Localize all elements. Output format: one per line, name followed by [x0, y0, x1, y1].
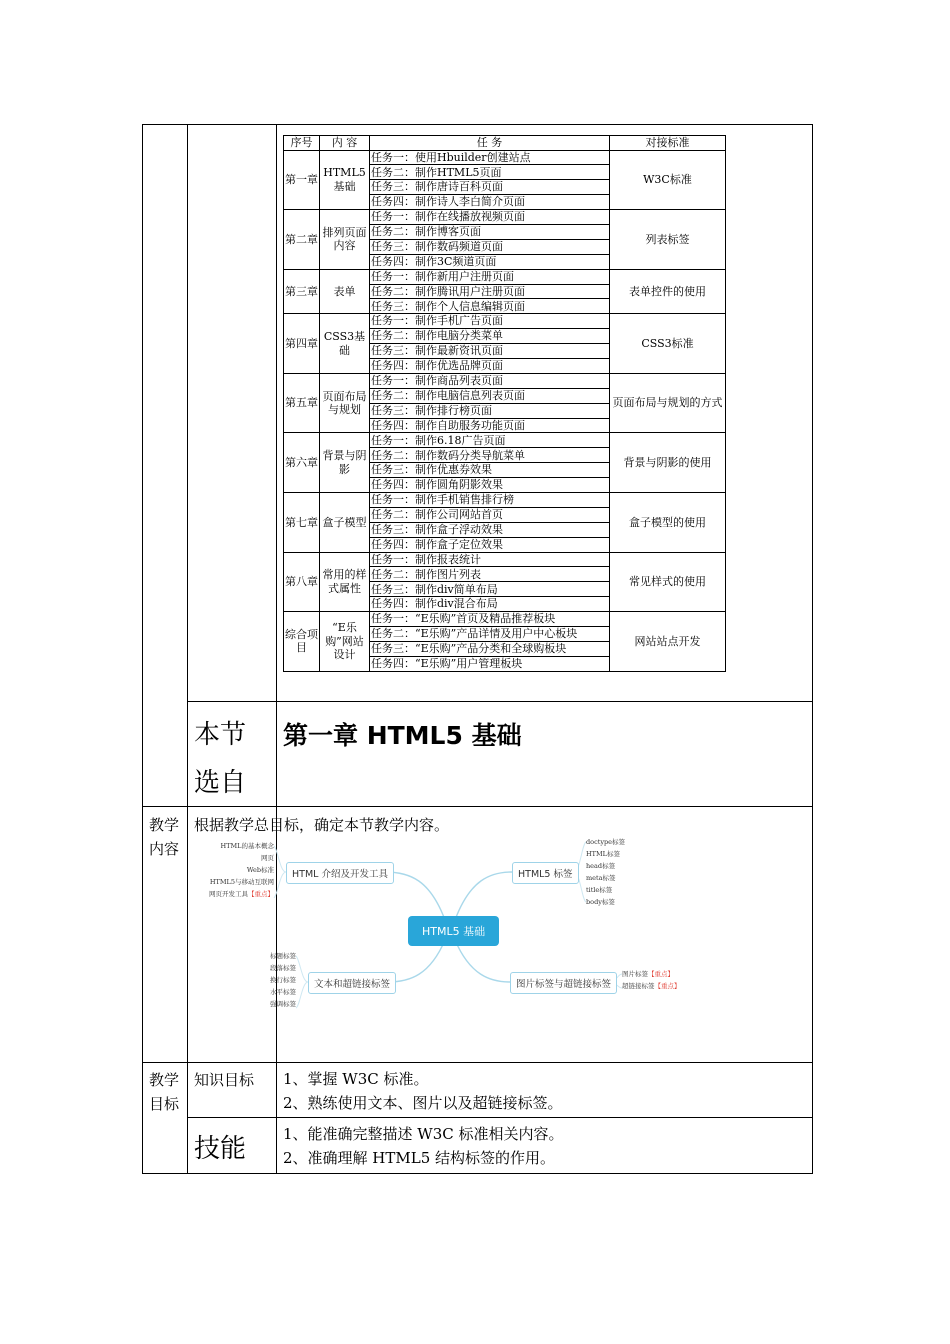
chapter-standard: 列表标签: [610, 210, 726, 270]
task-table: [283, 135, 726, 672]
knowledge-item-1: 1、掌握 W3C 标准。: [283, 1070, 429, 1088]
task-cell: 任务二：制作公司网站首页: [370, 507, 610, 522]
leaf: head标签: [586, 862, 616, 870]
task-row: [284, 373, 726, 388]
task-cell: 任务三：制作最新资讯页面: [370, 344, 610, 359]
task-cell: 任务三：“E乐购”产品分类和全球购板块: [370, 641, 610, 656]
task-cell: 任务三：制作盒子浮动效果: [370, 522, 610, 537]
task-row: [284, 269, 726, 284]
chapter-number: 第三章: [284, 269, 320, 314]
chapter-standard: 盒子模型的使用: [610, 492, 726, 552]
task-cell: 任务三：制作个人信息编辑页面: [370, 299, 610, 314]
task-row: [284, 314, 726, 329]
chapter-standard: 表单控件的使用: [610, 269, 726, 314]
chapter-number: 第一章: [284, 150, 320, 210]
leaf: body标签: [586, 898, 615, 906]
leaf-text: 网页开发工具: [209, 890, 248, 898]
row-divider-goals: [142, 1062, 813, 1063]
task-cell: 任务一：制作新用户注册页面: [370, 269, 610, 284]
mindmap-root: HTML5 基础: [408, 916, 499, 946]
chapter-content: 背景与阴影: [320, 433, 370, 493]
task-row: [284, 433, 726, 448]
chapter-number: 第四章: [284, 314, 320, 374]
task-row: [284, 210, 726, 225]
task-cell: 任务三：制作数码频道页面: [370, 239, 610, 254]
branch-html5-tags-leaves: [586, 836, 625, 908]
column-divider-1: [187, 124, 188, 1174]
chapter-content: 排列页面内容: [320, 210, 370, 270]
task-row: [284, 150, 726, 165]
section-title: 第一章 HTML5 基础: [283, 721, 522, 750]
chapter-standard: 常见样式的使用: [610, 552, 726, 612]
leaf: 强调标签: [270, 1000, 296, 1008]
task-row: [284, 492, 726, 507]
leaf: 网页: [261, 854, 274, 862]
task-cell: 任务四：制作div混合布局: [370, 597, 610, 612]
task-cell: 任务二：制作数码分类导航菜单: [370, 448, 610, 463]
task-cell: 任务三：制作唐诗百科页面: [370, 180, 610, 195]
chapter-standard: 背景与阴影的使用: [610, 433, 726, 493]
chapter-number: 第五章: [284, 373, 320, 433]
task-cell: 任务一：使用Hbuilder创建站点: [370, 150, 610, 165]
leaf-text: 超链接标签: [622, 982, 655, 990]
task-cell: 任务四：制作3C频道页面: [370, 254, 610, 269]
knowledge-item-2: 2、熟练使用文本、图片以及超链接标签。: [283, 1094, 563, 1112]
leaf: 标题标签: [270, 952, 296, 960]
chapter-standard: 网站站点开发: [610, 612, 726, 672]
chapter-number: 综合项目: [284, 612, 320, 672]
task-cell: 任务四：制作自助服务功能页面: [370, 418, 610, 433]
header-content: 内 容: [320, 136, 370, 151]
leaf: Web标准: [246, 866, 274, 874]
task-cell: 任务三：制作优惠券效果: [370, 463, 610, 478]
task-cell: 任务一：制作手机广告页面: [370, 314, 610, 329]
chapter-content: 页面布局与规划: [320, 373, 370, 433]
branch-html-intro: HTML 介绍及开发工具: [286, 862, 394, 884]
key-point-mark: 【重点】: [248, 890, 274, 898]
task-cell: 任务四：制作盒子定位效果: [370, 537, 610, 552]
header-standard: 对接标准: [610, 136, 726, 151]
chapter-standard: CSS3标准: [610, 314, 726, 374]
task-cell: 任务四：制作诗人李白简介页面: [370, 195, 610, 210]
chapter-content: HTML5基础: [320, 150, 370, 210]
task-cell: 任务一：制作在线播放视频页面: [370, 210, 610, 225]
task-cell: 任务三：制作排行榜页面: [370, 403, 610, 418]
task-cell: 任务一：制作手机销售排行榜: [370, 492, 610, 507]
chapter-number: 第六章: [284, 433, 320, 493]
header-task: 任 务: [370, 136, 610, 151]
leaf: [196, 888, 274, 900]
header-no: 序号: [284, 136, 320, 151]
skill-item-1: 1、能准确完整描述 W3C 标准相关内容。: [283, 1125, 564, 1143]
leaf: HTML标签: [586, 850, 620, 858]
chapter-number: 第八章: [284, 552, 320, 612]
task-cell: 任务二：制作博客页面: [370, 224, 610, 239]
branch-text-link-leaves: [240, 950, 296, 1010]
task-cell: 任务一：“E乐购”首页及精品推荐板块: [370, 612, 610, 627]
task-cell: 任务一：制作商品列表页面: [370, 373, 610, 388]
task-row: [284, 612, 726, 627]
task-cell: 任务三：制作div简单布局: [370, 582, 610, 597]
task-cell: 任务二：制作图片列表: [370, 567, 610, 582]
row-divider-section: [187, 701, 813, 702]
task-cell: 任务四：制作圆角阴影效果: [370, 478, 610, 493]
chapter-content: “E乐购”网站设计: [320, 612, 370, 672]
skill-item-2: 2、准确理解 HTML5 结构标签的作用。: [283, 1149, 556, 1167]
chapter-content: 表单: [320, 269, 370, 314]
branch-html5-tags: HTML5 标签: [512, 862, 579, 884]
content-intro: 根据教学总目标，确定本节教学内容。: [194, 816, 450, 834]
key-point-mark: 【重点】: [654, 982, 681, 990]
task-table-header: [284, 136, 726, 151]
mindmap: [190, 840, 710, 1030]
task-cell: 任务二：“E乐购”产品详情及用户中心板块: [370, 627, 610, 642]
leaf: 段落标签: [270, 964, 296, 972]
branch-image-link-leaves: [622, 968, 681, 992]
leaf: [622, 968, 681, 980]
section-label: 本节选自: [194, 720, 247, 798]
chapter-standard: 页面布局与规划的方式: [610, 373, 726, 433]
task-cell: 任务四：“E乐购”用户管理板块: [370, 656, 610, 671]
chapter-standard: W3C标准: [610, 150, 726, 210]
knowledge-label: 知识目标: [194, 1071, 255, 1089]
leaf: meta标签: [586, 874, 616, 882]
task-cell: 任务二：制作腾讯用户注册页面: [370, 284, 610, 299]
branch-html-intro-leaves: [196, 840, 274, 900]
branch-text-link-tags: 文本和超链接标签: [308, 972, 396, 994]
leaf: HTML5与移动互联网: [209, 878, 274, 886]
chapter-number: 第二章: [284, 210, 320, 270]
row-divider-skill: [187, 1117, 813, 1118]
task-row: [284, 552, 726, 567]
goals-label: 教学目标: [149, 1071, 180, 1113]
key-point-mark: 【重点】: [648, 970, 674, 978]
leaf: 换行标签: [270, 976, 296, 984]
task-cell: 任务一：制作报表统计: [370, 552, 610, 567]
chapter-content: 常用的样式属性: [320, 552, 370, 612]
leaf: HTML的基本概念: [220, 842, 274, 850]
task-cell: 任务二：制作电脑分类菜单: [370, 329, 610, 344]
chapter-content: CSS3基础: [320, 314, 370, 374]
chapter-number: 第七章: [284, 492, 320, 552]
leaf: doctype标签: [586, 838, 626, 846]
task-cell: 任务二：制作HTML5页面: [370, 165, 610, 180]
leaf: 水平标签: [270, 988, 296, 996]
branch-image-link-tags: 图片标签与超链接标签: [510, 972, 617, 994]
task-cell: 任务二：制作电脑信息列表页面: [370, 388, 610, 403]
chapter-content: 盒子模型: [320, 492, 370, 552]
leaf: title标签: [586, 886, 613, 894]
leaf: [622, 980, 681, 992]
leaf-text: 图片标签: [622, 970, 648, 978]
skill-label: 技能: [194, 1134, 247, 1164]
task-cell: 任务四：制作优选品牌页面: [370, 358, 610, 373]
task-cell: 任务一：制作6.18广告页面: [370, 433, 610, 448]
content-label: 教学内容: [149, 816, 180, 858]
